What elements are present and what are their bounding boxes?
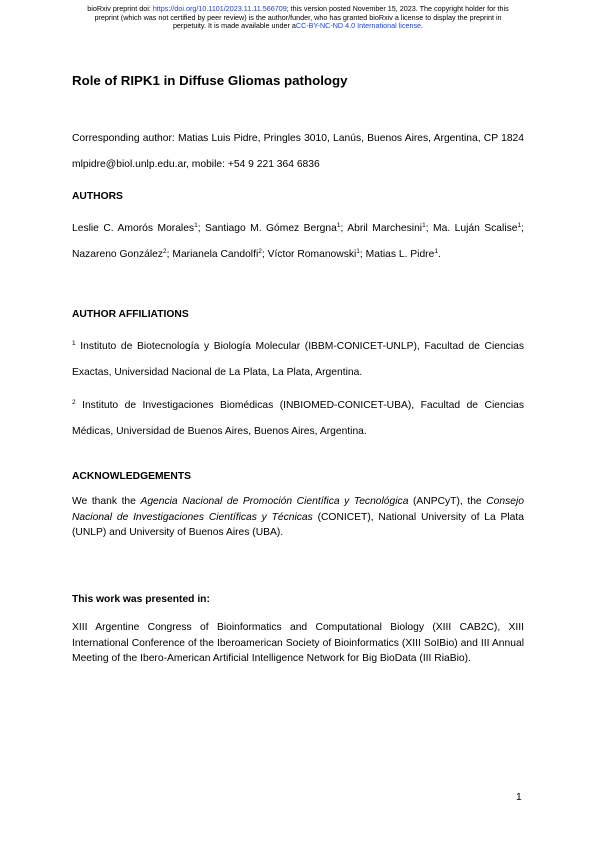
banner-line-3: perpetuity. It is made available under aCC-BY-NC-ND 4.0 International license. xyxy=(172,21,424,31)
acknowledgements-heading: ACKNOWLEDGEMENTS xyxy=(72,471,191,482)
author-list xyxy=(72,216,524,268)
presented-heading: This work was presented in: xyxy=(72,594,210,605)
banner-line-1: bioRxiv preprint doi: https://doi.org/10.1101/2023.11.11.566709; this version posted November 15, 2023. The copyright holder for this xyxy=(87,4,509,13)
council-name: Consejo Nacional de Investigaciones Científicas y Técnicas xyxy=(72,496,524,523)
author: Leslie C. Amorós Morales$^1$; xyxy=(72,222,206,234)
author: Matias L. Pidre$^1$. xyxy=(365,248,441,260)
author: Ma. Luján Scalise$^1$; xyxy=(433,222,524,234)
affiliations-heading: AUTHOR AFFILIATIONS xyxy=(72,309,189,320)
page-number: 1 xyxy=(516,792,522,803)
author: Abril Marchesini$^1$; xyxy=(347,222,434,234)
license-link[interactable]: CC-BY-NC-ND 4.0 International license xyxy=(295,21,422,31)
agency-name: Agencia Nacional de Promoción Científica y Tecnológica xyxy=(140,496,409,507)
author: Víctor Romanowski$^1$; xyxy=(267,248,366,260)
author: Nazareno González$^2$; xyxy=(72,248,173,260)
preprint-banner xyxy=(40,5,556,31)
paper-title: Role of RIPK1 in Diffuse Gliomas pathology xyxy=(72,73,348,88)
author: Santiago M. Gómez Bergna$^1$; xyxy=(205,222,348,234)
banner-line-2: preprint (which was not certified by peer review) is the author/funder, who has granted bioRxiv a license to display the preprint in xyxy=(94,12,502,22)
authors-heading: AUTHORS xyxy=(72,191,123,202)
acknowledgements-text: We thank the Agencia Nacional de Promoción Científica y Tecnológica (ANPCyT), the Consejo Nacional de Investigaciones Científicas y Técnicas (CONICET), National University of La Plata (UNLP) and University of Buenos Aires (UBA). xyxy=(72,496,524,538)
affiliation-2: $^2$ Instituto de Investigaciones Biomédicas (INBIOMED-CONICET-UBA), Facultad de Ciencias Médicas, Universidad de Buenos Aires, Buenos Aires, Argentina. xyxy=(72,399,524,437)
author: Marianela Candolfi$^2$; xyxy=(172,248,268,260)
presented-text: XIII Argentine Congress of Bioinformatics and Computational Biology (XIII CAB2C), XIII International Conference of the Iberoamerican Society of Bioinformatics (XIII SoIBio) and III Annual Meeting of the Ibero-American Artificial Intelligence Network for Big BioData (III RiaBio). xyxy=(72,622,524,664)
corresponding-author: Corresponding author: Matias Luis Pidre, Pringles 3010, Lanús, Buenos Aires, Argentina, CP 1824 mlpidre@biol.unlp.edu.ar, mobile: +54 9 221 364 6836 xyxy=(72,133,524,170)
doi-link[interactable]: https://doi.org/10.1101/2023.11.11.566709 xyxy=(152,4,287,13)
affiliation-1: $^1$ Instituto de Biotecnología y Biología Molecular (IBBM-CONICET-UNLP), Facultad de Ciencias Exactas, Universidad Nacional de La Plata, La Plata, Argentina. xyxy=(72,340,524,378)
